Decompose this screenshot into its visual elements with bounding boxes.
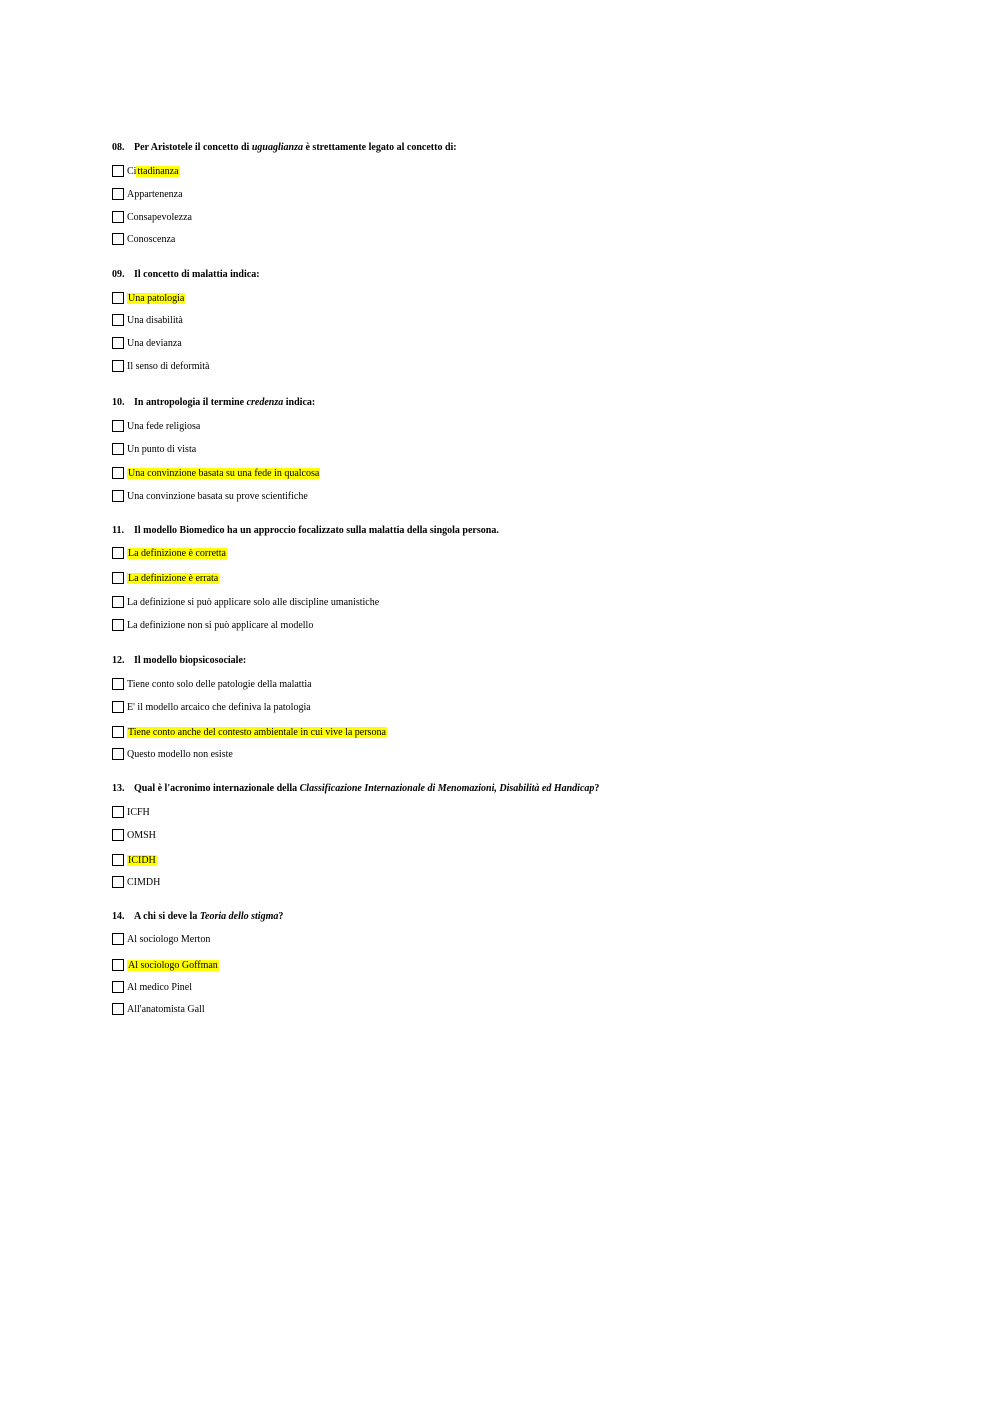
answer-option[interactable]	[112, 210, 192, 224]
checkbox[interactable]	[112, 933, 124, 945]
option-label: Al medico Pinel	[127, 981, 192, 993]
option-label: Appartenenza	[127, 188, 183, 200]
answer-option[interactable]	[112, 700, 311, 714]
answer-option[interactable]	[112, 618, 313, 632]
answer-option[interactable]	[112, 442, 196, 456]
checkbox[interactable]	[112, 360, 124, 372]
checkbox[interactable]	[112, 572, 124, 584]
option-label: All'anatomista Gall	[127, 1003, 205, 1015]
answer-option[interactable]	[112, 725, 387, 739]
question-text: Il modello biopsicosociale:	[134, 655, 247, 666]
answer-option[interactable]	[112, 828, 156, 842]
option-label-highlighted: ttadinanza	[137, 165, 179, 177]
option-label-highlighted: La definizione è corretta	[128, 547, 226, 559]
answer-option[interactable]	[112, 958, 219, 972]
question-text-italic: Classificazione Internazionale di Menomazioni, Disabilità ed Handicap	[299, 783, 595, 794]
answer-option[interactable]	[112, 466, 320, 480]
option-label: La definizione si può applicare solo alle discipline umanistiche	[127, 596, 380, 608]
checkbox[interactable]	[112, 292, 124, 304]
checkbox[interactable]	[112, 165, 124, 177]
answer-option[interactable]	[112, 980, 192, 994]
checkbox[interactable]	[112, 443, 124, 455]
option-label: Una fede religiosa	[127, 420, 201, 432]
answer-option[interactable]	[112, 546, 227, 560]
question-number: 11.	[112, 525, 124, 536]
option-label: Consapevolezza	[127, 211, 192, 223]
question-text: Qual è l'acronimo internazionale della	[134, 783, 300, 794]
checkbox[interactable]	[112, 678, 124, 690]
option-label-highlighted: Al sociologo Goffman	[128, 959, 218, 971]
question-text: è strettamente legato al concetto di:	[302, 142, 457, 153]
answer-option[interactable]	[112, 336, 182, 350]
checkbox[interactable]	[112, 701, 124, 713]
option-label: Una devianza	[127, 337, 182, 349]
answer-option[interactable]	[112, 853, 157, 867]
option-label-prefix: Ci	[127, 165, 137, 177]
question-text: Per Aristotele il concetto di	[134, 142, 252, 153]
checkbox[interactable]	[112, 619, 124, 631]
question-text: indica:	[283, 397, 316, 408]
checkbox[interactable]	[112, 1003, 124, 1015]
answer-option[interactable]	[112, 359, 209, 373]
checkbox[interactable]	[112, 490, 124, 502]
answer-option[interactable]	[112, 805, 150, 819]
checkbox[interactable]	[112, 959, 124, 971]
checkbox[interactable]	[112, 981, 124, 993]
question-number: 09.	[112, 269, 125, 280]
option-label: Questo modello non esiste	[127, 748, 233, 760]
checkbox[interactable]	[112, 314, 124, 326]
checkbox[interactable]	[112, 337, 124, 349]
question-number: 14.	[112, 911, 125, 922]
option-label-highlighted: ICIDH	[128, 854, 156, 866]
question-number: 13.	[112, 783, 125, 794]
option-label-highlighted: Una patologia	[128, 292, 185, 304]
question-09	[112, 269, 260, 280]
option-label: Una convinzione basata su prove scientifiche	[127, 490, 308, 502]
checkbox[interactable]	[112, 211, 124, 223]
question-text-italic: credenza	[246, 397, 284, 408]
checkbox[interactable]	[112, 748, 124, 760]
question-11	[112, 525, 499, 536]
checkbox[interactable]	[112, 420, 124, 432]
checkbox[interactable]	[112, 596, 124, 608]
checkbox[interactable]	[112, 547, 124, 559]
answer-option[interactable]	[112, 232, 175, 246]
option-label: ICFH	[127, 806, 150, 818]
option-label: OMSH	[127, 829, 156, 841]
question-number: 12.	[112, 655, 125, 666]
answer-option[interactable]	[112, 747, 233, 761]
option-label: La definizione non si può applicare al modello	[127, 619, 314, 631]
question-08	[112, 142, 457, 153]
answer-option[interactable]	[112, 291, 185, 305]
answer-option[interactable]	[112, 313, 183, 327]
option-label: Il senso di deformità	[127, 360, 210, 372]
question-text: A chi si deve la	[134, 911, 200, 922]
option-label-highlighted: Tiene conto anche del contesto ambientale in cui vive la persona	[128, 726, 386, 738]
answer-option[interactable]	[112, 187, 183, 201]
answer-option[interactable]	[112, 571, 219, 585]
checkbox[interactable]	[112, 829, 124, 841]
answer-option[interactable]	[112, 932, 210, 946]
option-label: CIMDH	[127, 876, 161, 888]
answer-option[interactable]	[112, 875, 160, 889]
question-number: 08.	[112, 142, 125, 153]
question-text-italic: Teoria dello stigma	[199, 911, 279, 922]
question-text-italic: uguaglianza	[251, 142, 303, 153]
option-label: Una disabilità	[127, 314, 183, 326]
option-label: Un punto di vista	[127, 443, 197, 455]
checkbox[interactable]	[112, 467, 124, 479]
checkbox[interactable]	[112, 726, 124, 738]
option-label: Tiene conto solo delle patologie della malattia	[127, 678, 312, 690]
answer-option[interactable]	[112, 1002, 205, 1016]
answer-option[interactable]	[112, 677, 312, 691]
question-13	[112, 783, 599, 794]
question-text: In antropologia il termine	[134, 397, 247, 408]
answer-option[interactable]	[112, 489, 308, 503]
answer-option[interactable]	[112, 419, 200, 433]
checkbox[interactable]	[112, 854, 124, 866]
option-label: E' il modello arcaico che definiva la patologia	[127, 701, 311, 713]
answer-option[interactable]	[112, 164, 180, 178]
option-label: Al sociologo Merton	[127, 933, 211, 945]
option-label-highlighted: Una convinzione basata su una fede in qualcosa	[128, 467, 320, 479]
question-10	[112, 397, 315, 408]
checkbox[interactable]	[112, 806, 124, 818]
question-text: Il concetto di malattia indica:	[134, 269, 260, 280]
checkbox[interactable]	[112, 188, 124, 200]
answer-option[interactable]	[112, 595, 379, 609]
option-label-highlighted: La definizione è errata	[128, 572, 219, 584]
checkbox[interactable]	[112, 876, 124, 888]
option-label	[127, 166, 180, 177]
checkbox[interactable]	[112, 233, 124, 245]
question-text: Il modello Biomedico ha un approccio focalizzato sulla malattia della singola persona.	[134, 525, 499, 536]
option-label: Conoscenza	[127, 233, 176, 245]
question-12	[112, 655, 246, 666]
question-text: ?	[278, 911, 284, 922]
question-text: ?	[594, 783, 600, 794]
question-14	[112, 911, 283, 922]
question-number: 10.	[112, 397, 125, 408]
